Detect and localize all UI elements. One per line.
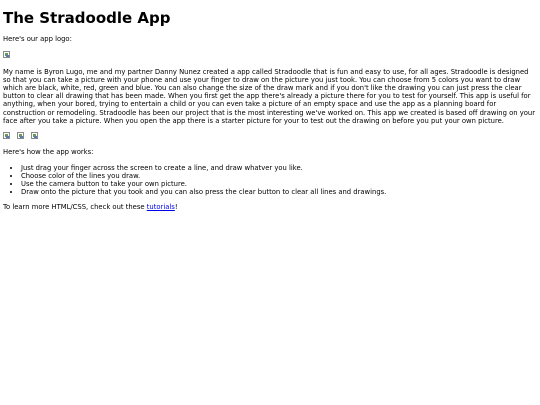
how-it-works-intro: Here's how the app works: [3,147,94,156]
list-item: • Use the camera button to take your own picture. [21,180,537,188]
app-description: My name is Byron Lugo, me and my partner Danny Nunez created a app called Stradoodle that is fun and easy to use, for all ages. Stradoodle is designed so that you can take a picture with your phone and use your finger to draw on the picture you just took. You can choose from 5 colors you want to draw which are black, white, red, green and blue. You can also change the size of the draw mark and if you don't like the drawing you can just press the clear button to clear all drawing that has been made. When you first get the app there's already a picture there for you to test for yourself. This app is useful for anything, when your bored, trying to entertain a child or you can even take a picture of an empty space and use the app as a planning board for construction or remodeling. Stradoodle has been our project that is the most interesting we've worked on. This app we created is based off drawing on your face after you take a picture. When you open the app there is a starter picture for your to test out the drawing on before you put your own picture. [3,68,535,125]
broken-image-icon [3,51,10,58]
learn-more-suffix: ! [174,203,178,212]
broken-image-icon [17,132,24,139]
logo-image-row [3,51,537,59]
tutorials-link[interactable]: tutorials [146,203,175,212]
broken-image-icon [3,132,10,139]
steps-list [3,164,537,196]
learn-more-text [3,203,537,211]
list-item: • Just drag your finger across the screen to create a line, and draw whatver you like. [21,164,537,172]
screenshot-images-row [3,132,537,140]
list-item: • Draw onto the picture that you took and you can also press the clear button to clear all lines and drawings. [21,188,537,196]
broken-image-icon [31,132,38,139]
page-content [3,9,537,211]
list-item: • Choose color of the lines you draw. [21,172,537,180]
page-title: The Stradoodle App [3,9,171,27]
logo-intro-text: Here's our app logo: [3,35,72,43]
learn-more-prefix: To learn more HTML/CSS, check out these [3,203,147,212]
